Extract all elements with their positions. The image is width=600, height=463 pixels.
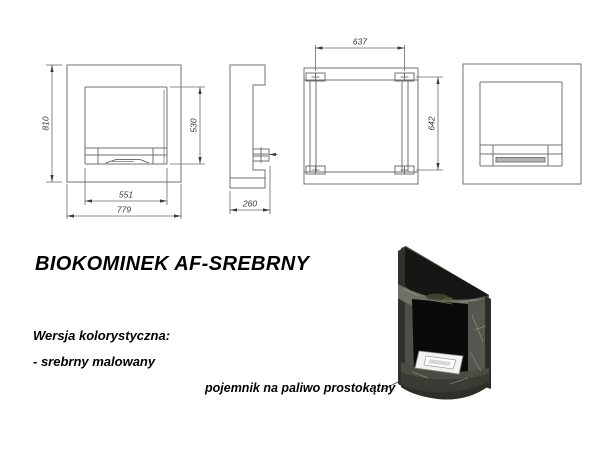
dim-label-mount-height: 642 (426, 116, 437, 131)
side-bracket-pointer-arrow (269, 153, 276, 156)
dim-label-mount-width: 637 (352, 36, 368, 47)
render-top-surface (405, 247, 489, 301)
color-version-option: - srebrny malowany (33, 354, 156, 369)
render-band-olive-vein (443, 297, 453, 301)
front-elevation-view (67, 65, 181, 182)
side-profile-outline (230, 65, 265, 188)
panel-burner-lip (496, 158, 545, 163)
dim-opening-height (170, 87, 205, 164)
front-panel-view (463, 64, 581, 184)
color-version-heading: Wersja kolorystyczna: (33, 328, 171, 343)
product-title: BIOKOMINEK AF-SREBRNY (35, 253, 310, 275)
dim-mount-width (316, 45, 405, 71)
rear-bracket-crosses (312, 73, 409, 174)
dim-label-depth: 260 (242, 198, 258, 209)
dim-label-opening-height: 530 (188, 118, 199, 133)
dim-label-opening-width: 551 (118, 189, 134, 200)
fuel-container-callout-label: pojemnik na paliwo prostokątny (205, 381, 396, 395)
dim-label-total-height: 810 (40, 116, 51, 131)
rear-outer-frame (304, 68, 418, 184)
fireplace-3d-render (398, 246, 491, 399)
dim-label-total-width: 779 (116, 204, 132, 215)
rear-mounting-view (304, 68, 418, 184)
